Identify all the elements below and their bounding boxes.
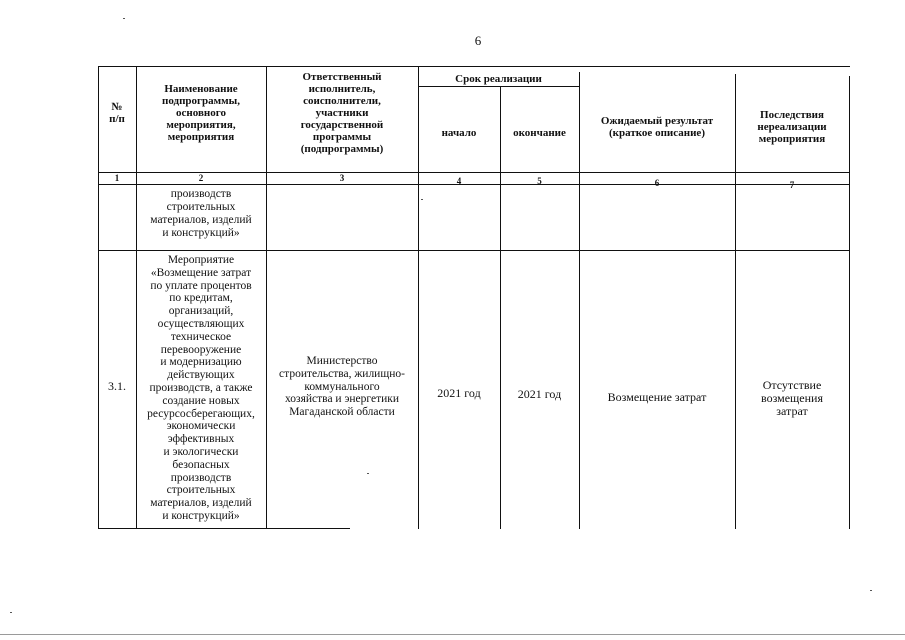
table-border-left <box>98 66 99 529</box>
scan-speck <box>870 590 872 591</box>
header-result: Ожидаемый результат (краткое описание) <box>600 115 714 139</box>
header-num: № п/п <box>109 101 125 125</box>
header-end: окончание <box>513 127 566 139</box>
column-number-4: 4 <box>456 176 462 186</box>
header-start: начало <box>441 127 477 139</box>
column-number-6: 6 <box>654 178 660 188</box>
table-border-right <box>849 76 850 529</box>
col-divider-5 <box>579 72 580 529</box>
row-responsible: Министерство строительства, жилищно- коммунального хозяйства и энергетики Магаданской области <box>279 355 405 419</box>
scan-speck <box>367 473 369 474</box>
scan-edge-line <box>0 634 905 635</box>
row-consequences: Отсутствие возмещения затрат <box>760 378 823 418</box>
column-number-5: 5 <box>537 176 542 186</box>
row-result: Возмещение затрат <box>607 390 707 404</box>
scan-speck <box>123 18 125 19</box>
scan-speck <box>10 612 12 613</box>
column-number-3: 3 <box>339 173 345 183</box>
row-number: 3.1. <box>108 379 126 393</box>
row-name: Мероприятие «Возмещение затрат по уплате процентов по кредитам, организаций, осуществляющих техническое перевооружение и модернизацию действующих производств, а также создание новых ресурсосберегающих, экономически эффективных и экологически безопасных производств строительных материалов, изделий и конструкций» <box>147 254 255 522</box>
row-start: 2021 год <box>437 386 481 400</box>
col-divider-4 <box>500 86 501 529</box>
page-number: 6 <box>474 33 482 48</box>
period-subheader-line <box>418 86 579 87</box>
column-number-7: 7 <box>789 180 795 190</box>
header-period: Срок реализации <box>455 73 542 85</box>
measures-table <box>98 66 850 529</box>
continued-row-bottom-line <box>98 250 850 251</box>
header-consequences: Последствия нереализации мероприятия <box>757 109 827 145</box>
column-number-2: 2 <box>198 173 204 183</box>
table-border-top <box>98 66 850 67</box>
row-end: 2021 год <box>517 387 562 401</box>
continued-row-name: производств строительных материалов, изделий и конструкций» <box>150 188 252 239</box>
header-name: Наименование подпрограммы, основного мероприятия, мероприятия <box>162 83 240 143</box>
scan-speck <box>421 199 423 200</box>
column-number-1: 1 <box>114 173 120 183</box>
header-responsible: Ответственный исполнитель, соисполнители, участники государственной программы (подпрограммы) <box>300 71 384 155</box>
